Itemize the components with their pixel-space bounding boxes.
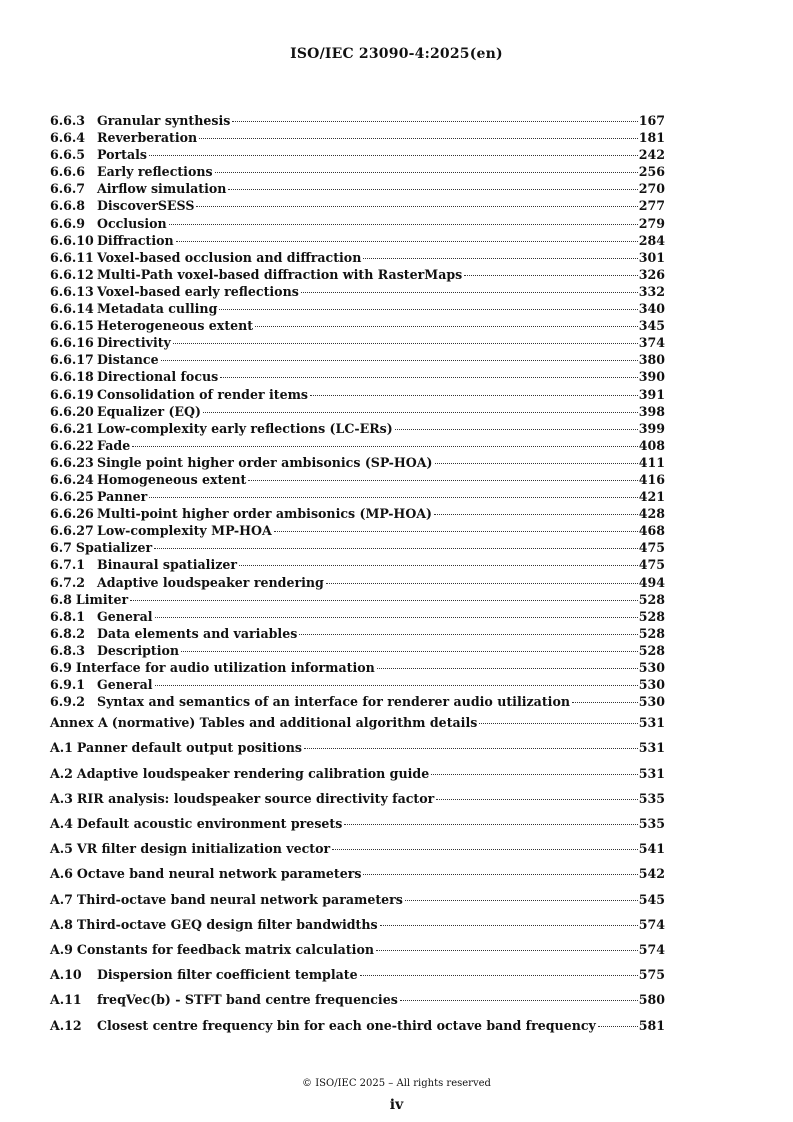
- toc-dot-leader: [326, 583, 638, 584]
- toc-entry[interactable]: [50, 146, 665, 163]
- toc-dot-leader: [169, 224, 638, 225]
- toc-entry-page: 574: [638, 916, 665, 932]
- toc-entry-page: 542: [638, 866, 665, 882]
- toc-entry[interactable]: [50, 693, 665, 710]
- toc-entry-page: 530: [638, 694, 665, 710]
- toc-entry-page: 535: [638, 790, 665, 806]
- toc-dot-leader: [400, 1000, 638, 1001]
- toc-entry-page: 468: [638, 523, 665, 539]
- toc-entry-page: 528: [638, 625, 665, 641]
- toc-entry-number: 6.6.18: [50, 369, 94, 385]
- toc-entry-page: 531: [638, 765, 665, 781]
- toc-entry-number: 6.6.15: [50, 318, 94, 334]
- toc-entry-title: Airflow simulation: [97, 181, 227, 197]
- toc-entry-number: 6.7: [50, 540, 72, 556]
- toc-dot-leader: [130, 600, 638, 601]
- toc-entry[interactable]: [50, 642, 665, 659]
- toc-entry-page: 475: [638, 557, 665, 573]
- toc-entry-number: 6.6.6: [50, 164, 86, 180]
- document-header: ISO/IEC 23090-4:2025(en): [290, 46, 503, 62]
- toc-entry-page: 284: [638, 232, 665, 248]
- toc-dot-leader: [435, 463, 638, 464]
- toc-entry-number: 6.6.11: [50, 249, 94, 265]
- toc-dot-leader: [434, 514, 638, 515]
- toc-entry-title: Adaptive loudspeaker rendering: [97, 574, 324, 590]
- toc-entry-number: 6.6.21: [50, 420, 94, 436]
- toc-dot-leader: [239, 565, 638, 566]
- toc-entry[interactable]: [50, 556, 665, 573]
- toc-entry[interactable]: [50, 761, 665, 786]
- toc-entry-title: Metadata culling: [97, 301, 218, 317]
- toc-entry[interactable]: [50, 283, 665, 300]
- toc-entry-title: Granular synthesis: [97, 113, 231, 128]
- toc-dot-leader: [220, 377, 637, 378]
- toc-entry[interactable]: [50, 608, 665, 625]
- toc-dot-leader: [232, 121, 637, 122]
- toc-entry-title: Panner default output positions: [76, 740, 302, 756]
- toc-entry-page: 408: [638, 437, 665, 453]
- toc-entry-number: A.7: [50, 891, 73, 907]
- toc-entry[interactable]: [50, 488, 665, 505]
- toc-entry-page: 270: [638, 181, 665, 197]
- toc-entry-page: 528: [638, 591, 665, 607]
- toc-entry-number: 6.6.12: [50, 266, 94, 282]
- toc-entry-number: 6.6.9: [50, 215, 86, 231]
- toc-entry-title: Low-complexity early reflections (LC-ERs): [97, 420, 393, 436]
- toc-entry-page: 398: [638, 403, 665, 419]
- toc-dot-leader: [344, 824, 637, 825]
- toc-entry-number: 6.8.2: [50, 625, 86, 641]
- toc-entry-title: freqVec(b) - STFT band centre frequencies: [97, 992, 398, 1008]
- toc-entry[interactable]: [50, 180, 665, 197]
- toc-entry-title: (normative) Tables and additional algorithm details: [111, 715, 478, 731]
- toc-entry-page: 181: [638, 130, 665, 146]
- toc-entry-title: Multi-Path voxel-based diffraction with RasterMaps: [97, 266, 463, 282]
- toc-entry-title: Heterogeneous extent: [97, 318, 254, 334]
- toc-entry-number: 6.6.17: [50, 352, 94, 368]
- toc-dot-leader: [332, 849, 638, 850]
- toc-entry-title: Fade: [97, 437, 131, 453]
- toc-entry-title: Reverberation: [97, 130, 198, 146]
- toc-entry[interactable]: [50, 861, 665, 886]
- toc-entry[interactable]: [50, 266, 665, 283]
- toc-entry-page: 545: [638, 891, 665, 907]
- toc-entry[interactable]: [50, 522, 665, 539]
- toc-entry[interactable]: [50, 591, 665, 608]
- toc-entry-number: 6.6.20: [50, 403, 94, 419]
- toc-entry-title: Single point higher order ambisonics (SP-HOA): [97, 454, 433, 470]
- toc-entry-number: 6.9.2: [50, 694, 86, 710]
- toc-entry-page: 380: [638, 352, 665, 368]
- toc-dot-leader: [274, 531, 638, 532]
- table-of-contents: [50, 112, 665, 1038]
- toc-dot-leader: [149, 155, 638, 156]
- toc-entry-number: A.1: [50, 740, 73, 756]
- toc-entry-page: 340: [638, 301, 665, 317]
- toc-dot-leader: [360, 975, 638, 976]
- toc-dot-leader: [304, 748, 638, 749]
- toc-dot-leader: [196, 206, 637, 207]
- toc-entry-page: 581: [638, 1017, 665, 1033]
- toc-dot-leader: [199, 138, 637, 139]
- toc-dot-leader: [215, 172, 638, 173]
- toc-entry-title: Data elements and variables: [97, 625, 298, 641]
- toc-entry-number: A.2: [50, 765, 73, 781]
- toc-entry[interactable]: [50, 317, 665, 334]
- toc-dot-leader: [572, 702, 638, 703]
- toc-entry[interactable]: [50, 574, 665, 591]
- toc-entry-title: Voxel-based early reflections: [97, 283, 299, 299]
- toc-entry-page: 242: [638, 147, 665, 163]
- toc-dot-leader: [299, 634, 637, 635]
- toc-entry-number: 6.6.7: [50, 181, 86, 197]
- toc-entry-page: 411: [638, 454, 665, 470]
- toc-entry-page: 528: [638, 642, 665, 658]
- toc-entry[interactable]: [50, 811, 665, 836]
- toc-entry[interactable]: [50, 625, 665, 642]
- toc-entry-page: 530: [638, 660, 665, 675]
- toc-entry-number: 6.6.10: [50, 232, 94, 248]
- toc-entry-number: 6.6.13: [50, 283, 94, 299]
- toc-dot-leader: [154, 548, 638, 549]
- toc-entry[interactable]: [50, 368, 665, 385]
- toc-entry-page: 345: [638, 318, 665, 334]
- toc-entry-number: 6.6.16: [50, 335, 94, 351]
- toc-entry[interactable]: [50, 129, 665, 146]
- toc-entry-title: Syntax and semantics of an interface for renderer audio utilization: [97, 694, 570, 710]
- toc-dot-leader: [155, 617, 638, 618]
- toc-entry-title: Occlusion: [97, 215, 167, 231]
- toc-entry-number: 6.6.23: [50, 454, 94, 470]
- toc-entry[interactable]: [50, 249, 665, 266]
- toc-entry-title: Limiter: [75, 591, 129, 607]
- toc-entry-title: VR filter design initialization vector: [76, 841, 331, 857]
- toc-entry-number: 6.6.27: [50, 523, 94, 539]
- toc-entry[interactable]: [50, 505, 665, 522]
- toc-entry-page: 332: [638, 283, 665, 299]
- toc-entry-number: 6.6.26: [50, 506, 94, 522]
- toc-entry-number: 6.6.8: [50, 198, 86, 214]
- toc-entry-number: A.10: [50, 967, 82, 983]
- toc-entry-title: Diffraction: [97, 232, 174, 248]
- toc-entry-number: A.4: [50, 816, 73, 832]
- toc-entry-title: Default acoustic environment presets: [76, 816, 343, 832]
- toc-entry-title: Spatializer: [75, 540, 153, 556]
- toc-entry-page: 399: [638, 420, 665, 436]
- toc-dot-leader: [436, 799, 637, 800]
- toc-entry-number: A.5: [50, 841, 73, 857]
- toc-entry-number: A.6: [50, 866, 73, 882]
- toc-entry-title: Low-complexity MP-HOA: [97, 523, 272, 539]
- toc-dot-leader: [395, 429, 638, 430]
- toc-dot-leader: [405, 900, 638, 901]
- toc-dot-leader: [228, 189, 637, 190]
- toc-entry-page: 530: [638, 677, 665, 693]
- toc-entry-number: 6.9.1: [50, 677, 86, 693]
- toc-entry[interactable]: [50, 710, 665, 735]
- toc-dot-leader: [363, 258, 637, 259]
- toc-entry-page: 421: [638, 489, 665, 505]
- toc-entry[interactable]: [50, 437, 665, 454]
- toc-entry-page: 374: [638, 335, 665, 351]
- toc-entry-number: 6.7.1: [50, 557, 86, 573]
- toc-entry-number: A.9: [50, 941, 73, 957]
- toc-entry-page: 390: [638, 369, 665, 385]
- toc-entry-title: DiscoverSESS: [97, 198, 195, 214]
- toc-entry[interactable]: [50, 937, 665, 962]
- toc-entry[interactable]: [50, 735, 665, 760]
- toc-entry[interactable]: [50, 232, 665, 249]
- toc-entry-page: 256: [638, 164, 665, 180]
- toc-entry-page: 574: [638, 941, 665, 957]
- toc-entry-title: Dispersion filter coefficient template: [97, 967, 358, 983]
- toc-entry[interactable]: [50, 215, 665, 232]
- toc-entry-title: General: [97, 608, 153, 624]
- toc-entry-number: Annex A: [50, 715, 108, 731]
- toc-entry[interactable]: [50, 351, 665, 368]
- toc-dot-leader: [132, 446, 637, 447]
- toc-dot-leader: [248, 480, 637, 481]
- toc-entry-number: 6.6.22: [50, 437, 94, 453]
- toc-entry-page: 528: [638, 608, 665, 624]
- toc-entry[interactable]: [50, 836, 665, 861]
- toc-entry-title: Directional focus: [97, 369, 219, 385]
- toc-entry-number: 6.9: [50, 660, 72, 675]
- toc-entry[interactable]: [50, 987, 665, 1012]
- toc-entry[interactable]: [50, 676, 665, 693]
- toc-entry-number: 6.6.3: [50, 113, 86, 128]
- toc-entry[interactable]: [50, 403, 665, 420]
- toc-dot-leader: [255, 326, 638, 327]
- toc-entry-page: 541: [638, 841, 665, 857]
- toc-entry-page: 326: [638, 266, 665, 282]
- toc-entry[interactable]: [50, 420, 665, 437]
- toc-entry-page: 575: [638, 967, 665, 983]
- toc-entry[interactable]: [50, 300, 665, 317]
- toc-entry-number: A.8: [50, 916, 73, 932]
- toc-entry[interactable]: [50, 912, 665, 937]
- toc-entry-title: Voxel-based occlusion and diffraction: [97, 249, 362, 265]
- toc-entry-page: 416: [638, 471, 665, 487]
- toc-entry-title: Equalizer (EQ): [97, 403, 201, 419]
- toc-entry[interactable]: [50, 163, 665, 180]
- toc-dot-leader: [173, 343, 638, 344]
- toc-entry-title: Third-octave band neural network parameters: [76, 891, 403, 907]
- toc-entry-title: Multi-point higher order ambisonics (MP-HOA): [97, 506, 433, 522]
- toc-dot-leader: [176, 241, 638, 242]
- toc-entry-page: 301: [638, 249, 665, 265]
- toc-entry-title: Directivity: [97, 335, 171, 351]
- toc-entry-title: Binaural spatializer: [97, 557, 238, 573]
- toc-entry-title: Closest centre frequency bin for each one-third octave band frequency: [97, 1017, 596, 1033]
- toc-entry-number: 6.6.4: [50, 130, 86, 146]
- toc-entry[interactable]: [50, 112, 665, 129]
- toc-dot-leader: [377, 668, 638, 669]
- toc-entry-title: Homogeneous extent: [97, 471, 247, 487]
- toc-entry[interactable]: [50, 887, 665, 912]
- toc-entry-number: 6.8.3: [50, 642, 86, 658]
- toc-entry-title: Distance: [97, 352, 159, 368]
- toc-dot-leader: [479, 723, 637, 724]
- toc-dot-leader: [376, 950, 638, 951]
- toc-dot-leader: [464, 275, 637, 276]
- toc-entry[interactable]: [50, 386, 665, 403]
- toc-dot-leader: [380, 925, 638, 926]
- toc-entry-title: Description: [97, 642, 180, 658]
- toc-entry-page: 277: [638, 198, 665, 214]
- toc-entry-title: Portals: [97, 147, 148, 163]
- toc-entry[interactable]: [50, 539, 665, 556]
- toc-entry-page: 531: [638, 740, 665, 756]
- toc-entry-number: 6.6.14: [50, 301, 94, 317]
- toc-entry-number: A.11: [50, 992, 82, 1008]
- toc-dot-leader: [431, 774, 637, 775]
- toc-dot-leader: [301, 292, 638, 293]
- toc-dot-leader: [310, 395, 638, 396]
- toc-entry-title: RIR analysis: loudspeaker source directivity factor: [76, 790, 435, 806]
- toc-dot-leader: [219, 309, 637, 310]
- toc-dot-leader: [363, 874, 637, 875]
- toc-entry-page: 531: [638, 715, 665, 731]
- toc-entry[interactable]: [50, 659, 665, 676]
- copyright-notice: © ISO/IEC 2025 – All rights reserved: [302, 1078, 491, 1089]
- toc-entry[interactable]: [50, 334, 665, 351]
- toc-entry-number: 6.7.2: [50, 574, 86, 590]
- toc-entry[interactable]: [50, 786, 665, 811]
- toc-entry[interactable]: [50, 471, 665, 488]
- toc-dot-leader: [149, 497, 637, 498]
- toc-dot-leader: [181, 651, 638, 652]
- toc-entry-title: General: [97, 677, 153, 693]
- toc-dot-leader: [161, 360, 638, 361]
- toc-entry-title: Octave band neural network parameters: [76, 866, 362, 882]
- toc-entry-title: Interface for audio utilization information: [75, 660, 375, 675]
- toc-entry-number: 6.6.5: [50, 147, 86, 163]
- page-number: iv: [389, 1097, 404, 1113]
- toc-entry-page: 494: [638, 574, 665, 590]
- toc-entry-title: Third-octave GEQ design filter bandwidths: [76, 916, 378, 932]
- toc-entry-number: A.12: [50, 1017, 82, 1033]
- toc-entry-page: 475: [638, 540, 665, 556]
- toc-entry-title: Adaptive loudspeaker rendering calibration guide: [76, 765, 430, 781]
- toc-entry-page: 535: [638, 816, 665, 832]
- toc-entry[interactable]: [50, 197, 665, 214]
- toc-dot-leader: [155, 685, 638, 686]
- toc-entry-number: 6.6.19: [50, 386, 94, 402]
- toc-entry-page: 167: [638, 113, 665, 128]
- toc-entry-title: Consolidation of render items: [97, 386, 309, 402]
- toc-entry[interactable]: [50, 1013, 665, 1038]
- toc-entry-page: 428: [638, 506, 665, 522]
- toc-entry-page: 580: [638, 992, 665, 1008]
- toc-entry-number: 6.6.24: [50, 471, 94, 487]
- toc-entry-number: A.3: [50, 790, 73, 806]
- toc-entry[interactable]: [50, 454, 665, 471]
- toc-entry-title: Panner: [97, 489, 148, 505]
- toc-entry-number: 6.6.25: [50, 489, 94, 505]
- toc-entry-title: Early reflections: [97, 164, 213, 180]
- toc-entry[interactable]: [50, 962, 665, 987]
- toc-dot-leader: [203, 412, 638, 413]
- toc-entry-number: 6.8: [50, 591, 72, 607]
- toc-entry-page: 279: [638, 215, 665, 231]
- toc-entry-title: Constants for feedback matrix calculation: [76, 941, 375, 957]
- toc-dot-leader: [598, 1026, 638, 1027]
- toc-entry-page: 391: [638, 386, 665, 402]
- toc-entry-number: 6.8.1: [50, 608, 86, 624]
